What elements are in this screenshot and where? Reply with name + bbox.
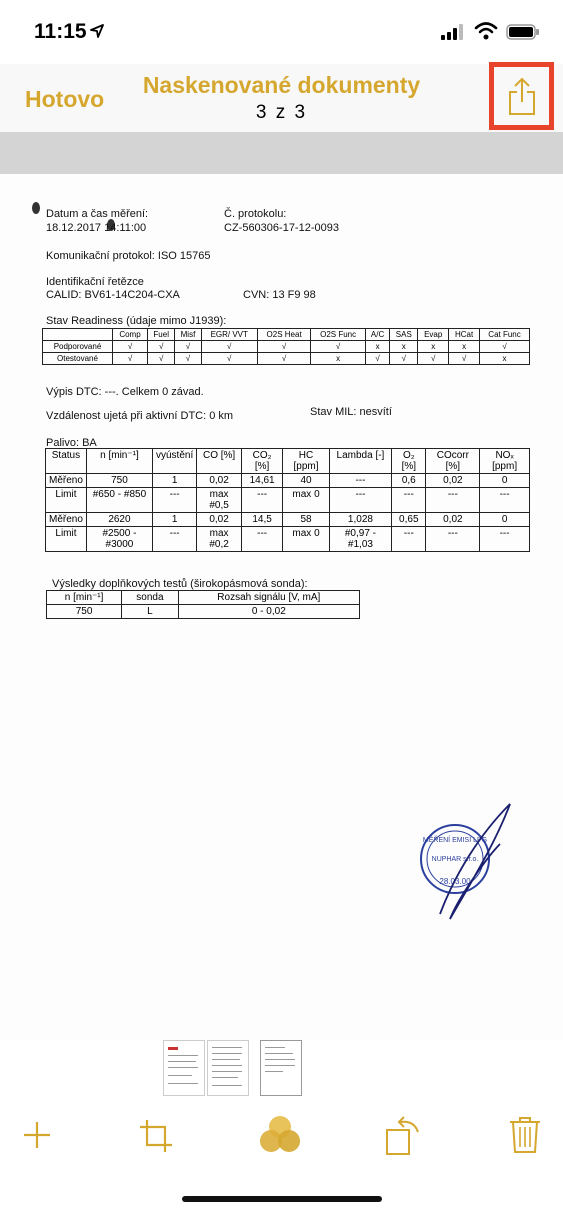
measure-cell: #2500 - #3000 bbox=[86, 527, 152, 552]
scanned-document bbox=[0, 174, 563, 1040]
measure-cell: #0,97 - #1,03 bbox=[329, 527, 391, 552]
cellular-signal-icon bbox=[441, 24, 465, 40]
distance-text: Vzdálenost ujetá při aktivní DTC: 0 km bbox=[46, 410, 234, 422]
readiness-table bbox=[42, 328, 530, 365]
readiness-header-cell: O2S Heat bbox=[257, 329, 310, 341]
datetime-value: 18.12.2017 14:11:00 bbox=[46, 222, 147, 234]
extra-header-cell: Rozsah signálu [V, mA] bbox=[178, 591, 359, 605]
readiness-cell: √ bbox=[418, 353, 449, 365]
share-button[interactable] bbox=[489, 62, 554, 130]
extra-header-row bbox=[47, 591, 360, 605]
datetime-label: Datum a čas měření: bbox=[46, 208, 149, 220]
measure-cell: --- bbox=[241, 488, 282, 513]
measure-cell: --- bbox=[426, 488, 480, 513]
readiness-header-cell: A/C bbox=[365, 329, 389, 341]
readiness-cell: √ bbox=[148, 353, 175, 365]
readiness-cell: √ bbox=[148, 341, 175, 353]
bottom-toolbar bbox=[0, 1098, 563, 1178]
extra-tests-title: Výsledky doplňkových testů (širokopásmová sonda): bbox=[52, 578, 308, 590]
readiness-header-row bbox=[43, 329, 530, 341]
readiness-cell: √ bbox=[365, 353, 389, 365]
navigation-bar bbox=[0, 64, 563, 132]
measure-header-cell: HC [ppm] bbox=[283, 449, 330, 474]
trash-icon[interactable] bbox=[508, 1116, 542, 1154]
filter-icon[interactable] bbox=[256, 1112, 304, 1160]
measure-cell: max 0 bbox=[283, 527, 330, 552]
readiness-cell: x bbox=[365, 341, 389, 353]
punch-hole-mark bbox=[30, 201, 42, 215]
measure-cell: 0 bbox=[480, 474, 530, 488]
measure-cell: 58 bbox=[283, 513, 330, 527]
page-thumbnail-selected[interactable] bbox=[260, 1040, 302, 1096]
mil-status: Stav MIL: nesvítí bbox=[310, 406, 392, 418]
measure-header-cell: Lambda [-] bbox=[329, 449, 391, 474]
readiness-cell: x bbox=[311, 353, 366, 365]
measure-cell: Limit bbox=[46, 527, 87, 552]
measure-header-cell: CO [%] bbox=[197, 449, 242, 474]
extra-row bbox=[47, 605, 360, 619]
extra-cell: 0 - 0,02 bbox=[178, 605, 359, 619]
measure-cell: --- bbox=[480, 488, 530, 513]
readiness-header-cell: Fuel bbox=[148, 329, 175, 341]
measure-cell: --- bbox=[329, 488, 391, 513]
protocol-value: CZ-560306-17-12-0093 bbox=[224, 222, 339, 234]
readiness-cell: √ bbox=[175, 353, 201, 365]
measure-cell: 40 bbox=[283, 474, 330, 488]
measure-cell: --- bbox=[480, 527, 530, 552]
measure-cell: --- bbox=[329, 474, 391, 488]
thumbnail-strip bbox=[0, 1040, 563, 1098]
readiness-cell: √ bbox=[201, 353, 257, 365]
readiness-header-cell: Evap bbox=[418, 329, 449, 341]
readiness-cell: x bbox=[449, 341, 480, 353]
readiness-cell: √ bbox=[480, 341, 530, 353]
extra-header-cell: n [min⁻¹] bbox=[47, 591, 122, 605]
measure-cell: 0,65 bbox=[392, 513, 426, 527]
page-thumbnail[interactable] bbox=[207, 1040, 249, 1096]
extra-header-cell: sonda bbox=[122, 591, 178, 605]
measure-cell: 0,02 bbox=[426, 474, 480, 488]
measure-header-cell: Status bbox=[46, 449, 87, 474]
page-counter: 3 z 3 bbox=[255, 102, 308, 123]
measure-header-row bbox=[46, 449, 530, 474]
measure-header-cell: NOₓ [ppm] bbox=[480, 449, 530, 474]
measure-cell: 2620 bbox=[86, 513, 152, 527]
readiness-header-cell: HCat bbox=[449, 329, 480, 341]
readiness-header-cell: O2S Func bbox=[311, 329, 366, 341]
readiness-header-cell: Comp bbox=[112, 329, 147, 341]
measure-header-cell: CO₂ [%] bbox=[241, 449, 282, 474]
readiness-cell: Otestované bbox=[43, 353, 113, 365]
wifi-icon bbox=[474, 22, 498, 40]
readiness-cell: √ bbox=[257, 353, 310, 365]
measure-cell: --- bbox=[392, 488, 426, 513]
dtc-text: Výpis DTC: ---. Celkem 0 závad. bbox=[46, 386, 204, 398]
battery-icon bbox=[506, 24, 540, 40]
readiness-header-cell: Misf bbox=[175, 329, 201, 341]
done-button[interactable]: Hotovo bbox=[25, 86, 105, 112]
measure-row bbox=[46, 527, 530, 552]
readiness-cell: √ bbox=[175, 341, 201, 353]
measure-cell: Limit bbox=[46, 488, 87, 513]
measure-cell: #650 - #850 bbox=[86, 488, 152, 513]
readiness-cell: √ bbox=[201, 341, 257, 353]
page-title: Naskenované dokumenty bbox=[142, 72, 421, 98]
measure-cell: 0,02 bbox=[197, 474, 242, 488]
readiness-header-cell: EGR/ VVT bbox=[201, 329, 257, 341]
readiness-cell: √ bbox=[449, 353, 480, 365]
readiness-cell: √ bbox=[257, 341, 310, 353]
crop-icon[interactable] bbox=[138, 1118, 174, 1154]
readiness-cell: x bbox=[390, 341, 418, 353]
page-thumbnail[interactable] bbox=[163, 1040, 205, 1096]
readiness-header-cell: Cat Func bbox=[480, 329, 530, 341]
status-bar bbox=[0, 0, 563, 64]
measure-cell: --- bbox=[392, 527, 426, 552]
signature bbox=[400, 784, 530, 934]
measure-cell: 0,02 bbox=[426, 513, 480, 527]
share-icon bbox=[507, 76, 537, 116]
measure-cell: 1 bbox=[152, 474, 196, 488]
readiness-header-cell bbox=[43, 329, 113, 341]
readiness-cell: x bbox=[480, 353, 530, 365]
readiness-cell: √ bbox=[390, 353, 418, 365]
readiness-header-cell: SAS bbox=[390, 329, 418, 341]
id-chain-label: Identifikační řetězce bbox=[46, 276, 144, 288]
extra-tests-table bbox=[46, 590, 360, 619]
readiness-cell: √ bbox=[112, 341, 147, 353]
comm-protocol: Komunikační protokol: ISO 15765 bbox=[46, 250, 211, 262]
location-arrow-icon bbox=[90, 24, 104, 38]
calid: CALID: BV61-14C204-CXA bbox=[46, 289, 180, 301]
measure-cell: 0,6 bbox=[392, 474, 426, 488]
measure-cell: 14,61 bbox=[241, 474, 282, 488]
readiness-title: Stav Readiness (údaje mimo J1939): bbox=[46, 315, 227, 327]
cvn: CVN: 13 F9 98 bbox=[243, 289, 316, 301]
extra-cell: 750 bbox=[47, 605, 122, 619]
status-time: 11:15 bbox=[34, 20, 87, 43]
measure-cell: --- bbox=[152, 527, 196, 552]
readiness-row bbox=[43, 341, 530, 353]
readiness-cell: x bbox=[418, 341, 449, 353]
home-indicator bbox=[182, 1196, 382, 1202]
rotate-icon[interactable] bbox=[384, 1114, 424, 1156]
measure-cell: --- bbox=[241, 527, 282, 552]
measure-header-cell: COcorr [%] bbox=[426, 449, 480, 474]
svg-text:MĚŘENÍ EMISÍ LPG: MĚŘENÍ EMISÍ LPG bbox=[422, 837, 488, 844]
measure-cell: 0,02 bbox=[197, 513, 242, 527]
measure-cell: max #0,2 bbox=[197, 527, 242, 552]
protocol-label: Č. protokolu: bbox=[224, 208, 287, 220]
measure-cell: 1,028 bbox=[329, 513, 391, 527]
measure-cell: --- bbox=[426, 527, 480, 552]
measurement-table bbox=[45, 448, 530, 552]
measure-cell: --- bbox=[152, 488, 196, 513]
measure-row bbox=[46, 513, 530, 527]
measure-cell: Měřeno bbox=[46, 513, 87, 527]
measure-header-cell: vyústění bbox=[152, 449, 196, 474]
measure-cell: 14,5 bbox=[241, 513, 282, 527]
document-frame-top bbox=[0, 132, 563, 174]
measure-cell: 750 bbox=[86, 474, 152, 488]
measure-cell: Měřeno bbox=[46, 474, 87, 488]
extra-cell: L bbox=[122, 605, 178, 619]
svg-text:28.03.00: 28.03.00 bbox=[439, 877, 471, 886]
readiness-cell: Podporované bbox=[43, 341, 113, 353]
measure-row bbox=[46, 474, 530, 488]
measure-cell: 0 bbox=[480, 513, 530, 527]
measure-header-cell: n [min⁻¹] bbox=[86, 449, 152, 474]
svg-text:NUPHAR s.r.o.: NUPHAR s.r.o. bbox=[431, 856, 479, 863]
measure-cell: max 0 bbox=[283, 488, 330, 513]
readiness-row bbox=[43, 353, 530, 365]
plus-icon[interactable] bbox=[22, 1120, 52, 1150]
measure-row bbox=[46, 488, 530, 513]
measure-header-cell: O₂ [%] bbox=[392, 449, 426, 474]
measure-cell: 1 bbox=[152, 513, 196, 527]
measure-cell: max #0,5 bbox=[197, 488, 242, 513]
fuel-label: Palivo: BA bbox=[46, 437, 97, 449]
readiness-cell: √ bbox=[112, 353, 147, 365]
readiness-cell: √ bbox=[311, 341, 366, 353]
